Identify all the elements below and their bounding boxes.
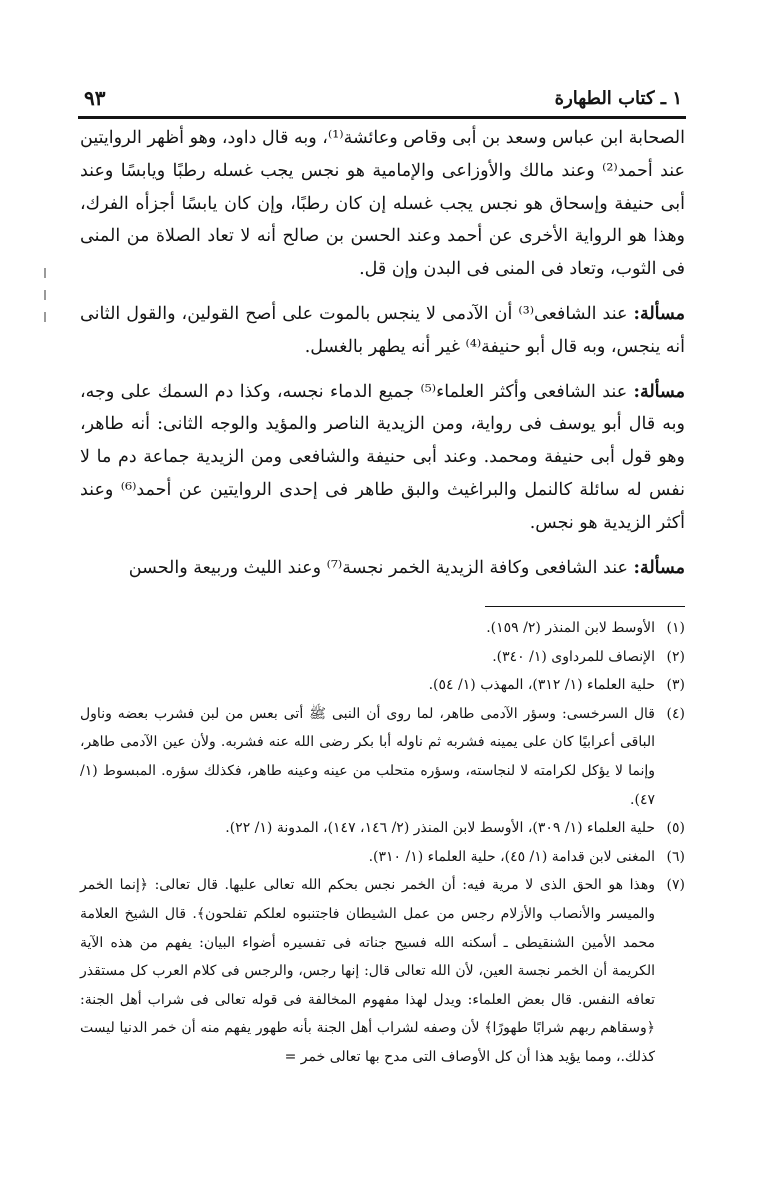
paragraph-1 [80,122,685,286]
footnote-number: (٤) [666,705,685,722]
paragraph-2 [80,298,685,364]
footnote-text: حلية العلماء (١/ ٣١٢)، المهذب (١/ ٥٤). [428,677,655,694]
footnote-text: حلية العلماء (١/ ٣٠٩)، الأوسط لابن المنذر (٢/ ١٤٦، ١٤٧)، المدونة (١/ ٢٢). [225,820,655,837]
footnote [80,671,685,700]
paragraph-3 [80,376,685,540]
footnote [80,614,685,643]
chapter-title: ١ ـ كتاب الطهارة [554,88,682,109]
footnote-number: (٥) [666,820,685,837]
footnote-number: (٧) [666,877,685,894]
footnote-text: الإنصاف للمرداوى (١/ ٣٤٠). [492,648,655,665]
margin-mark [44,312,46,322]
footnote-text: المغنى لابن قدامة (١/ ٤٥)، حلية العلماء (١/ ٣١٠). [368,848,655,865]
footnote-text: وهذا هو الحق الذى لا مرية فيه: أن الخمر نجس بحكم الله تعالى عليها. قال تعالى: ﴿إنما الخمر والميسر والأنصاب والأزلام رجس من عمل الشيطان فاجتنبوه لعلكم تفلحون﴾. قال الشيخ العلامة محمد الأمين الشنقيطى ـ أسكنه الله فسيح جناته فى تفسيره أضواء البيان: يفهم من هذه الآية الكريمة أن الخمر نجسة العين، لأن الله تعالى قال: إنها رجس، والرجس فى كلام العرب كل مستقذر تعافه النفس. قال بعض العلماء: ويدل لهذا مفهوم المخالفة فى قوله تعالى فى شراب أهل الجنة: ﴿وسقاهم ربهم شرابًا طهورًا﴾ لأن وصفه لشراب أهل الجنة بأنه طهور يفهم منه أن خمر الدنيا ليست كذلك.، ومما يؤيد هذا أن كل الأوصاف التى مدح بها تعالى خمر = [80,877,655,1065]
page-header [78,86,686,116]
paragraph-text: عند الشافعى وأكثر العلماء⁽⁵⁾ جميع الدماء نجسه، وكذا دم السمك على وجه، وبه قال أبو يوسف فى رواية، ومن الزيدية الناصر والمؤيد والوجه الثانى: أنه طاهر، وهو قول أبى حنيفة ومحمد. وعند أبى حنيفة والشافعى ومن الزيدية جماعة دم ما لا نفس له سائلة كالنمل والبراغيث والبق طاهر فى إحدى الروايتين عن أحمد⁽⁶⁾ وعند أكثر الزيدية هو نجس. [80,381,686,533]
paragraph-text: الصحابة ابن عباس وسعد بن أبى وقاص وعائشة⁽¹⁾، وبه قال داود، وهو أظهر الروايتين عند أحمد⁽²⁾ وعند مالك والأوزاعى والإمامية هو نجس يجب غسله رطبًا ويابسًا وعند أبى حنيفة وإسحاق هو نجس يجب غسله إن كان رطبًا، وإن كان يابسًا أجزأه الفرك، وهذا هو الرواية الأخرى عن أحمد وعند الحسن بن صالح أنه لا تعاد الصلاة من المنى فى الثوب، وتعاد فى المنى فى البدن وإن قل. [80,128,685,280]
issue-label: مسألة: [633,557,685,578]
footnote [80,843,685,872]
footnote-text: قال السرخسى: وسؤر الآدمى طاهر، لما روى أن النبى ﷺ أتى بعس من لبن فشرب بعضه وناول الباقى أعرابيًا كان على يمينه فشربه ثم ناوله أبا بكر رضى الله عنه فشربه. ولأن عين الآدمى طاهر، وإنما لا يؤكل لكرامته لا لنجاسته، وسؤره متحلب من عينه وعينه طاهر، فكذلك سؤره. المبسوط (١/ ٤٧). [80,705,655,808]
paragraph-text: عند الشافعى وكافة الزيدية الخمر نجسة⁽⁷⁾ وعند الليث وربيعة والحسن [128,557,628,578]
footnote [80,814,685,843]
footnote-number: (١) [666,620,685,636]
margin-mark [44,290,46,300]
footnote [80,871,685,1071]
page-number: ٩٣ [84,86,106,110]
main-text [80,122,685,596]
footnote-rule [485,606,685,607]
footnote-number: (٦) [666,848,685,865]
footnotes [80,614,685,1072]
margin-mark [44,268,46,278]
footnote-text: الأوسط لابن المنذر (٢/ ١٥٩). [486,620,655,636]
issue-label: مسألة: [633,303,685,324]
paragraph-text: عند الشافعى⁽³⁾ أن الآدمى لا ينجس بالموت على أصح القولين، والقول الثانى أنه ينجس، وبه قال أبو حنيفة⁽⁴⁾ غير أنه يطهر بالغسل. [80,303,685,357]
footnote [80,700,685,814]
header-rule [78,116,686,119]
footnote [80,643,685,672]
footnote-number: (٣) [666,677,685,694]
issue-label: مسألة: [633,381,685,402]
paragraph-4 [80,552,685,585]
footnote-number: (٢) [666,648,685,665]
